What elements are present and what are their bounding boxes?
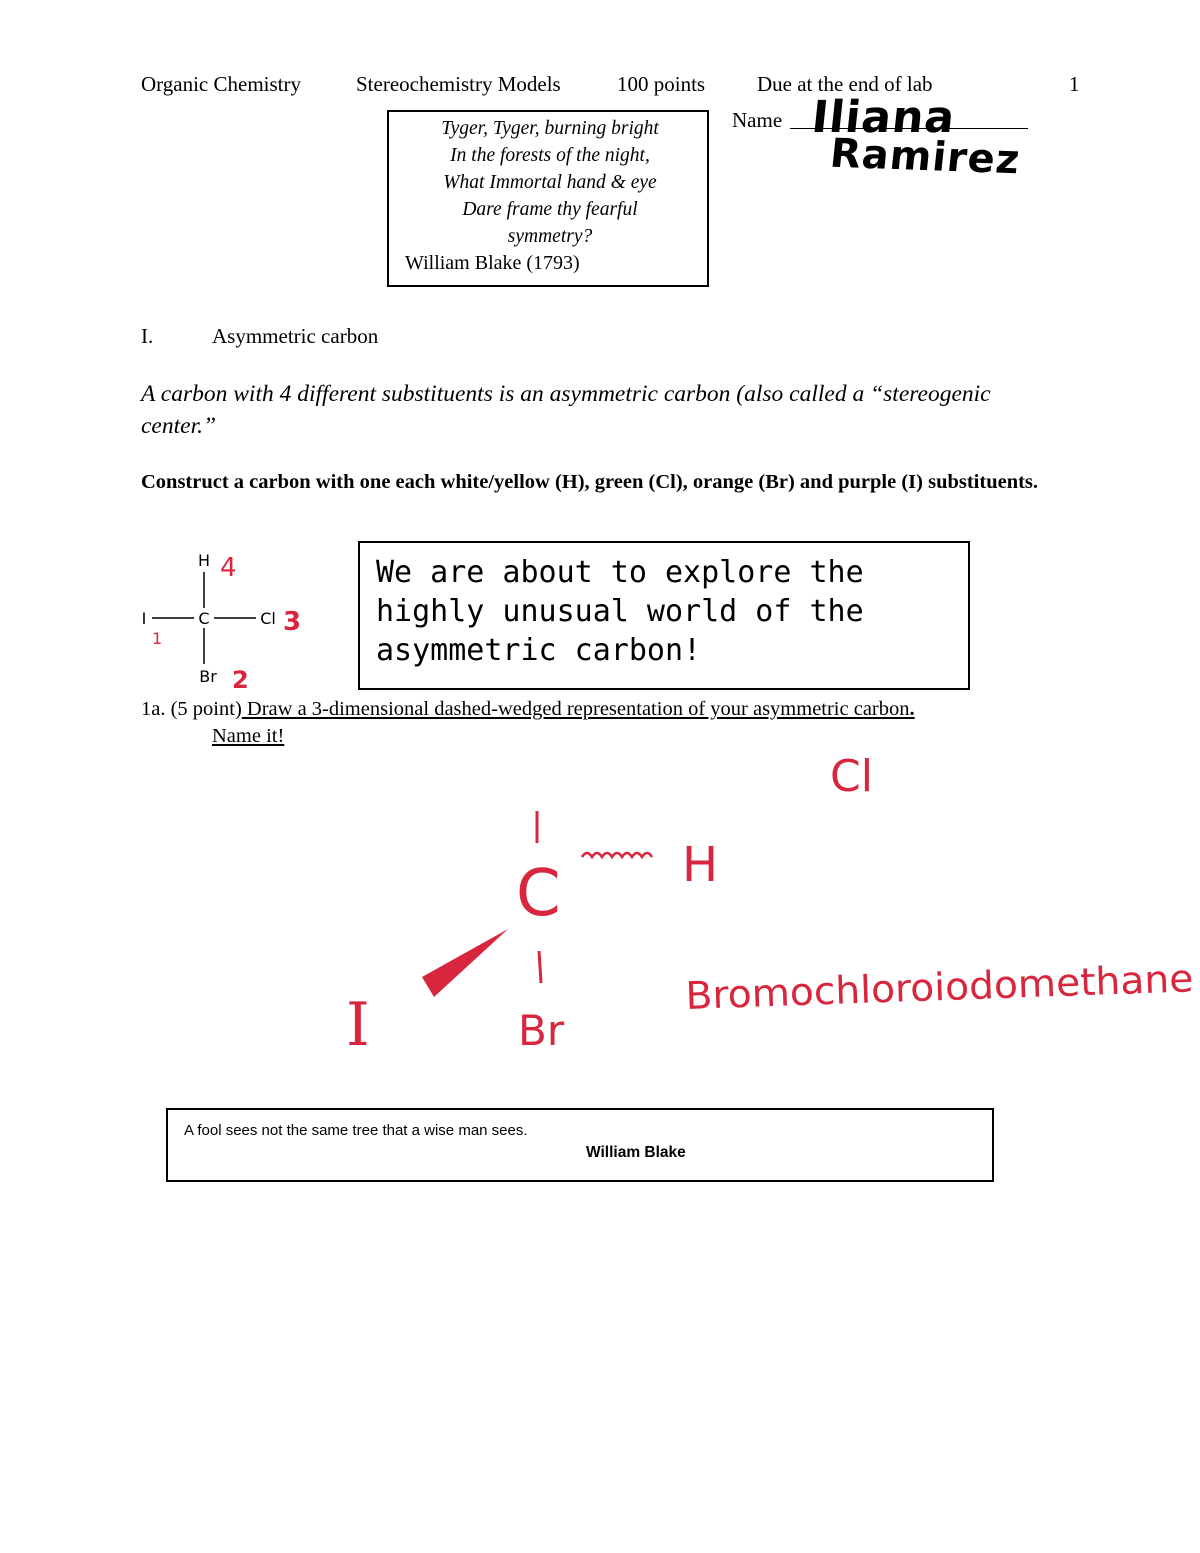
- drawn-wedge-bond: [422, 929, 508, 997]
- poem-line: Dare frame thy fearful: [462, 199, 638, 220]
- section-number: I.: [141, 324, 154, 348]
- question-1a-text: Draw a 3-dimensional dashed-wedged representation of your asymmetric carbon: [241, 698, 910, 720]
- atom-bottom: Br: [199, 667, 217, 686]
- priority-bottom: 2: [232, 666, 249, 694]
- drawn-atom-center: C: [516, 857, 561, 931]
- callout-line: asymmetric carbon!: [376, 633, 702, 668]
- callout-line: highly unusual world of the: [376, 594, 864, 629]
- structure-diagram: [130, 540, 350, 700]
- name-label: Name: [732, 108, 783, 132]
- poem-line: symmetry?: [507, 226, 593, 247]
- atom-left: I: [141, 609, 147, 628]
- header-course: Organic Chemistry: [141, 72, 302, 96]
- question-1a-name-it: Name it!: [212, 725, 285, 747]
- drawn-atom-wedge: I: [346, 990, 370, 1060]
- drawn-dashed-bond: [582, 853, 652, 857]
- handwritten-last-name: Ramirez: [827, 130, 1023, 184]
- poem-line: Tyger, Tyger, burning bright: [441, 118, 659, 139]
- drawn-atom-bottom: Br: [518, 1006, 565, 1055]
- poem-box: [387, 110, 709, 287]
- priority-left: 1: [152, 629, 163, 648]
- drawn-atom-top: Cl: [830, 751, 873, 802]
- callout-line: We are about to explore the: [376, 555, 864, 590]
- poem-author: William Blake (1793): [405, 252, 580, 274]
- drawn-bond-bottom: [539, 951, 541, 983]
- handwritten-drawing: [330, 745, 1200, 1065]
- blake-quote-box: [166, 1108, 994, 1182]
- instruction-text: Construct a carbon with one each white/yellow (H), green (Cl), orange (Br) and purple (I) substituents.: [141, 471, 1039, 493]
- question-1a-period: .: [909, 698, 915, 720]
- atom-right: Cl: [260, 609, 276, 628]
- atom-top: H: [197, 551, 211, 570]
- handwritten-first-name: Iliana: [809, 92, 958, 143]
- header-topic: Stereochemistry Models: [356, 72, 561, 96]
- page-number: 1: [1069, 72, 1080, 96]
- drawn-atom-dashed: H: [682, 837, 719, 893]
- poem-line: What Immortal hand & eye: [443, 172, 657, 193]
- callout-box: [358, 541, 970, 690]
- header-points: 100 points: [617, 72, 706, 96]
- atom-center: C: [198, 609, 210, 628]
- poem-line: In the forests of the night,: [450, 145, 650, 166]
- question-1a-prefix: 1a. (5 point): [141, 698, 242, 720]
- blake-quote: A fool sees not the same tree that a wise man sees.: [184, 1122, 528, 1139]
- question-1a: [141, 698, 915, 721]
- section-title: Asymmetric carbon: [212, 324, 379, 348]
- priority-right: 3: [283, 607, 302, 637]
- header-due: Due at the end of lab: [757, 72, 933, 96]
- blake-author: William Blake: [586, 1144, 686, 1161]
- definition-text: A carbon with 4 different substituents is an asymmetric carbon (also called a “stereogenic center.”: [141, 381, 991, 439]
- drawn-answer: Bromochloroiodomethane: [684, 956, 1179, 1018]
- priority-top: 4: [220, 553, 237, 583]
